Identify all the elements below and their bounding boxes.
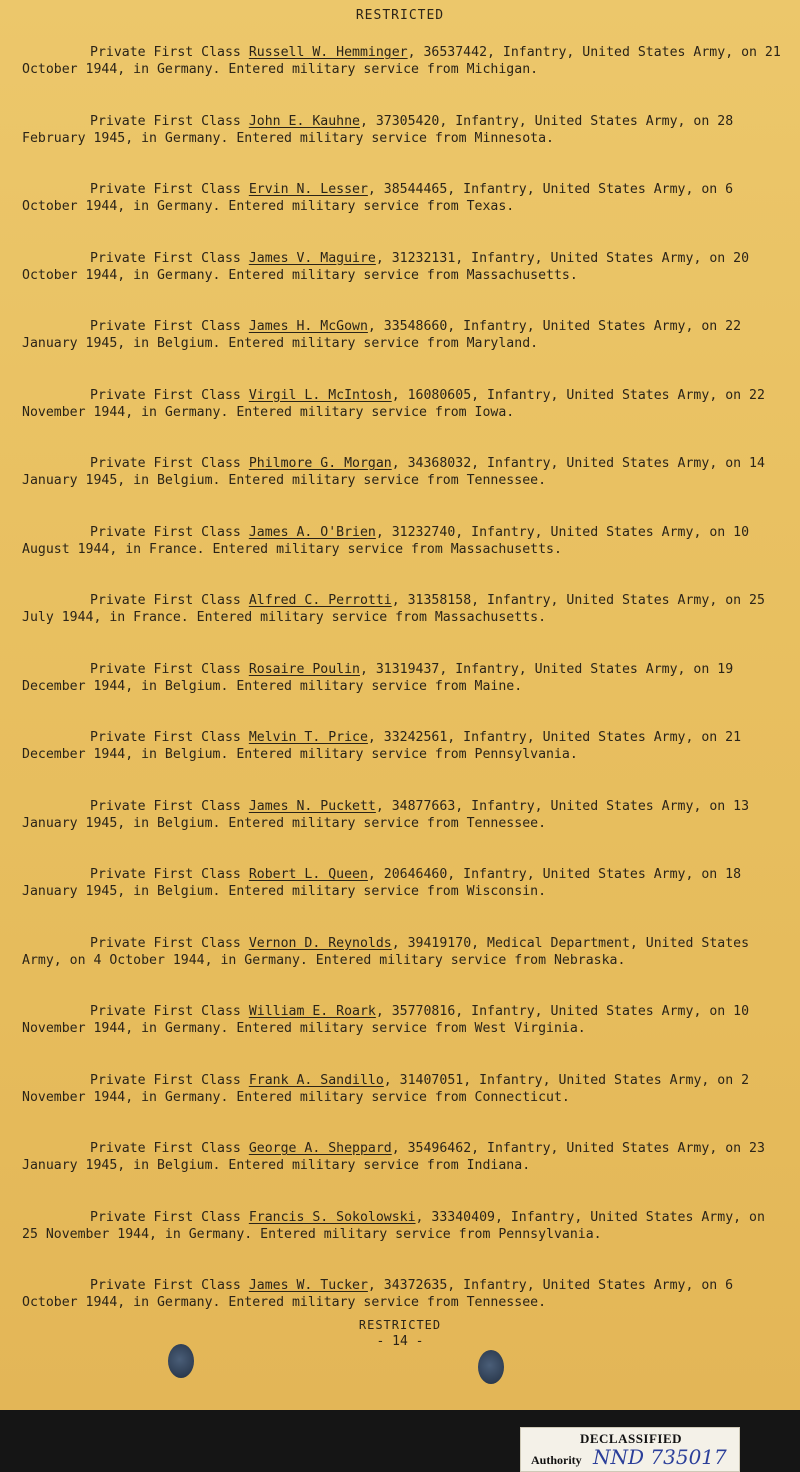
entry-name: Russell W. Hemminger <box>248 45 408 60</box>
entry-name: James A. O'Brien <box>248 524 376 540</box>
entry-rank: Private First Class <box>90 45 241 60</box>
stamp-authority-label: Authority <box>531 1453 582 1467</box>
entry-rank: Private First Class <box>90 387 241 403</box>
entry-details: , 37305420, Infantry, United States Army, on 28 February 1945, in Germany. Entered military service from Minnesota. <box>22 113 734 146</box>
entry-details: , 35496462, Infantry, United States Army, on 23 January 1945, in Belgium. Entered military service from Indiana. <box>22 1141 765 1173</box>
entry-rank: Private First Class <box>90 182 241 197</box>
entry-details: , 20646460, Infantry, United States Army, on 18 January 1945, in Belgium. Entered military service from Wisconsin. <box>22 867 742 899</box>
entry-name: Francis S. Sokolowski <box>248 1209 416 1225</box>
entry-rank: Private First Class <box>90 1209 241 1225</box>
declassified-stamp <box>520 1427 740 1472</box>
list-item <box>22 1209 782 1278</box>
header-classification: RESTRICTED <box>355 8 445 23</box>
list-item <box>22 250 782 319</box>
list-item <box>22 1140 782 1209</box>
entry-name: Ervin N. Lesser <box>248 182 368 197</box>
punch-hole <box>168 1344 194 1378</box>
entry-name: Vernon D. Reynolds <box>248 935 392 951</box>
list-item <box>22 1003 782 1072</box>
casualty-list <box>22 44 782 1346</box>
list-item <box>22 524 782 593</box>
entry-details: , 33242561, Infantry, United States Army, on 21 December 1944, in Belgium. Entered military service from Pennsylvania. <box>22 730 742 762</box>
entry-name: William E. Roark <box>248 1004 376 1019</box>
entry-name: James H. McGown <box>248 319 368 334</box>
entry-name: James N. Puckett <box>248 798 376 814</box>
list-item <box>22 455 782 524</box>
list-item <box>22 1072 782 1141</box>
list-item <box>22 181 782 250</box>
entry-details: , 38544465, Infantry, United States Army, on 6 October 1944, in Germany. Entered military service from Texas. <box>22 182 734 214</box>
entry-details: , 31407051, Infantry, United States Army, on 2 November 1944, in Germany. Entered military service from Connecticut. <box>22 1072 750 1105</box>
entry-name: Philmore G. Morgan <box>248 456 392 471</box>
entry-details: , 31319437, Infantry, United States Army, on 19 December 1944, in Belgium. Entered military service from Maine. <box>22 661 734 694</box>
entry-rank: Private First Class <box>90 1004 241 1019</box>
list-item <box>22 592 782 661</box>
entry-name: Alfred C. Perrotti <box>248 593 392 608</box>
punch-hole <box>478 1350 504 1384</box>
entry-name: Virgil L. McIntosh <box>248 387 392 403</box>
entry-rank: Private First Class <box>90 113 241 129</box>
stamp-title: DECLASSIFIED <box>579 1431 683 1446</box>
entry-rank: Private First Class <box>90 250 241 266</box>
list-item <box>22 113 782 182</box>
entry-name: George A. Sheppard <box>248 1141 392 1156</box>
entry-details: , 34368032, Infantry, United States Army, on 14 January 1945, in Belgium. Entered military service from Tennessee. <box>22 456 765 488</box>
list-item <box>22 729 782 798</box>
entry-details: , 34877663, Infantry, United States Army, on 13 January 1945, in Belgium. Entered military service from Tennessee. <box>22 798 750 831</box>
entry-name: Frank A. Sandillo <box>248 1072 384 1088</box>
entry-name: James W. Tucker <box>248 1278 368 1293</box>
entry-rank: Private First Class <box>90 524 241 540</box>
list-item <box>22 661 782 730</box>
entry-details: , 36537442, Infantry, United States Army, on 21 October 1944, in Germany. Entered military service from Michigan. <box>22 45 781 77</box>
entry-name: James V. Maguire <box>248 250 376 266</box>
footer-classification: RESTRICTED <box>358 1318 442 1332</box>
page-number: - 14 - <box>376 1334 424 1349</box>
entry-rank: Private First Class <box>90 456 241 471</box>
list-item <box>22 44 782 113</box>
list-item <box>22 318 782 387</box>
entry-rank: Private First Class <box>90 661 241 677</box>
list-item <box>22 935 782 1004</box>
entry-name: Robert L. Queen <box>248 867 368 882</box>
entry-details: , 31358158, Infantry, United States Army, on 25 July 1944, in France. Entered military service from Massachusetts. <box>22 593 765 625</box>
entry-details: , 31232131, Infantry, United States Army, on 20 October 1944, in Germany. Entered military service from Massachusetts. <box>22 250 750 283</box>
entry-details: , 34372635, Infantry, United States Army, on 6 October 1944, in Germany. Entered military service from Tennessee. <box>22 1278 734 1310</box>
entry-rank: Private First Class <box>90 867 241 882</box>
entry-details: , 35770816, Infantry, United States Army, on 10 November 1944, in Germany. Entered military service from West Virginia. <box>22 1004 750 1036</box>
list-item <box>22 387 782 456</box>
entry-rank: Private First Class <box>90 319 241 334</box>
list-item <box>22 866 782 935</box>
entry-rank: Private First Class <box>90 730 241 745</box>
entry-name: Melvin T. Price <box>248 730 368 745</box>
entry-rank: Private First Class <box>90 1141 241 1156</box>
entry-rank: Private First Class <box>90 1072 241 1088</box>
entry-details: , 31232740, Infantry, United States Army, on 10 August 1944, in France. Entered military service from Massachusetts. <box>22 524 750 557</box>
entry-name: John E. Kauhne <box>248 113 360 129</box>
entry-details: , 33548660, Infantry, United States Army, on 22 January 1945, in Belgium. Entered military service from Maryland. <box>22 319 742 351</box>
entry-rank: Private First Class <box>90 1278 241 1293</box>
list-item <box>22 798 782 867</box>
entry-rank: Private First Class <box>90 593 241 608</box>
entry-details: , 33340409, Infantry, United States Army, on 25 November 1944, in Germany. Entered military service from Pennsylvania. <box>22 1209 765 1242</box>
entry-rank: Private First Class <box>90 798 241 814</box>
stamp-authority-value: NND 735017 <box>593 1445 727 1469</box>
entry-details: , 16080605, Infantry, United States Army, on 22 November 1944, in Germany. Entered military service from Iowa. <box>22 387 765 420</box>
entry-details: , 39419170, Medical Department, United States Army, on 4 October 1944, in Germany. Entered military service from Nebraska. <box>22 935 750 968</box>
entry-name: Rosaire Poulin <box>248 661 360 677</box>
entry-rank: Private First Class <box>90 935 241 951</box>
